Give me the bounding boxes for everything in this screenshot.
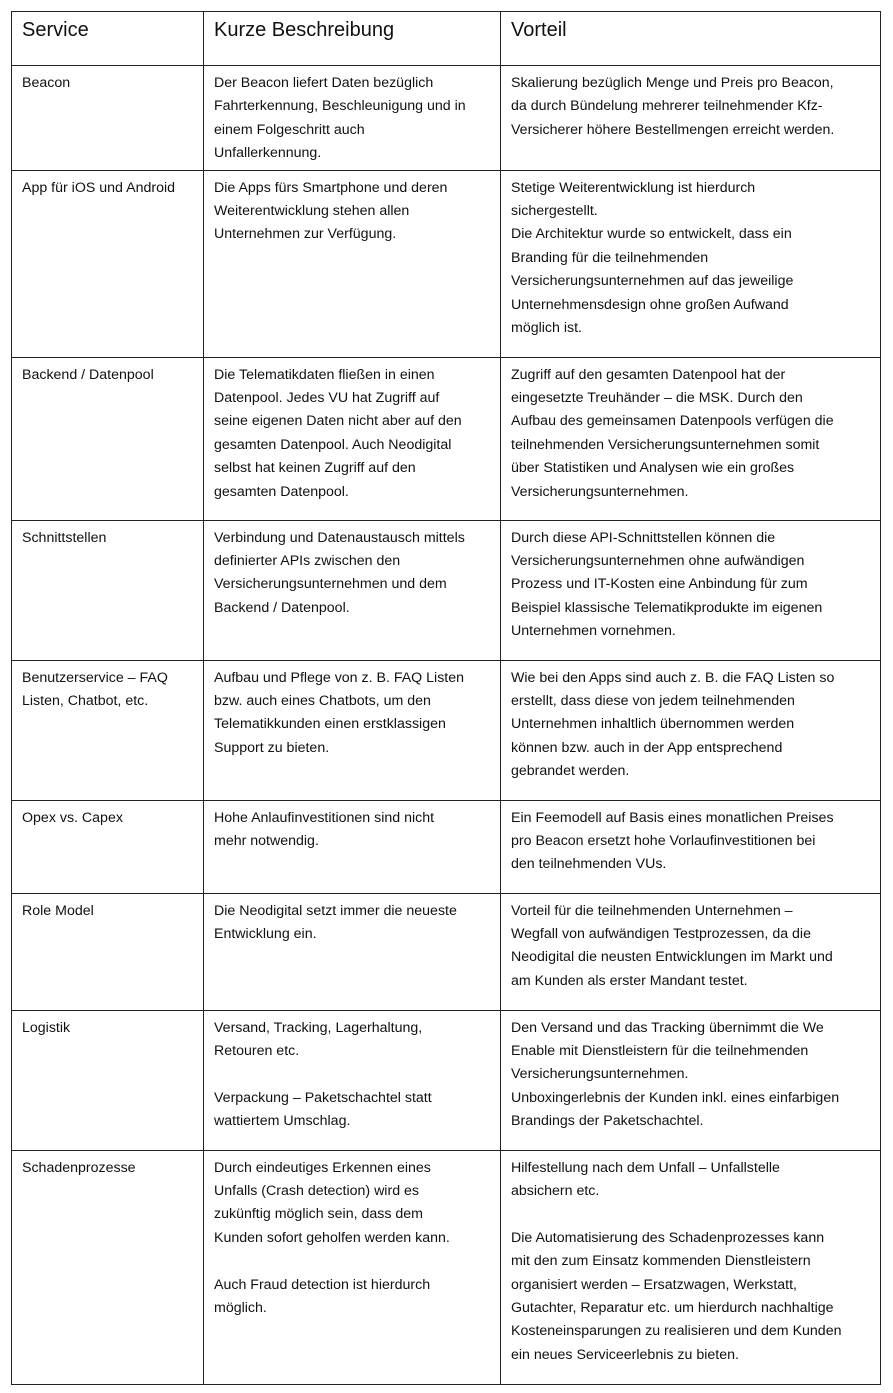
table-row [12,357,881,520]
cell-vorteil [501,520,881,660]
beschreibung-paragraph: Die Apps fürs Smartphone und deren Weiterentwicklung stehen allen Unternehmen zur Verfügung. [214,179,448,243]
service-table [11,11,881,1385]
beschreibung-paragraph: Aufbau und Pflege von z. B. FAQ Listen bzw. auch eines Chatbots, um den Telematikkunden einen erstklassigen Support zu bieten. [214,669,465,756]
table-row [12,170,881,357]
table-row [12,660,881,800]
header-service: Service [12,12,204,66]
vorteil-paragraph: Stetige Weiterentwicklung ist hierdurch sichergestellt. Die Architektur wurde so entwickelt, dass ein Branding für die teilnehmenden Versicherungsunternehmen auf das jeweilige Unternehmensdesign ohne großen Aufwand möglich ist. [511,179,794,337]
header-vorteil: Vorteil [501,12,881,66]
beschreibung-paragraph: Die Neodigital setzt immer die neueste Entwicklung ein. [214,902,457,943]
beschreibung-paragraph: Verpackung – Paketschachtel statt wattiertem Umschlag. [214,1089,432,1130]
table-row [12,66,881,171]
beschreibung-paragraph: Auch Fraud detection ist hierdurch möglich. [214,1276,431,1317]
cell-service [12,520,204,660]
cell-vorteil [501,660,881,800]
vorteil-paragraph: Skalierung bezüglich Menge und Preis pro Beacon, da durch Bündelung mehrerer teilnehmender Kfz- Versicherer höhere Bestellmengen erreicht werden. [511,75,835,138]
vorteil-paragraph: Vorteil für die teilnehmenden Unternehmen – Wegfall von aufwändigen Testprozessen, da die Neodigital die neusten Entwicklungen im Markt und am Kunden als erster Mandant testet. [511,902,833,989]
table-row [12,1010,881,1150]
vorteil-paragraph: Wie bei den Apps sind auch z. B. die FAQ Listen so erstellt, dass diese von jedem teilnehmenden Unternehmen inhaltlich übernommen werden können bzw. auch in der App entsprechend gebrandet werden. [511,669,835,780]
beschreibung-paragraph: Der Beacon liefert Daten bezüglich Fahrterkennung, Beschleunigung und in einem Folgeschritt auch Unfallerkennung. [214,75,466,162]
cell-beschreibung [204,1150,501,1384]
cell-service [12,660,204,800]
beschreibung-paragraph: Hohe Anlaufinvestitionen sind nicht mehr notwendig. [214,809,435,850]
cell-beschreibung [204,1010,501,1150]
table-row [12,893,881,1010]
service-name: Role Model [22,902,94,919]
cell-service [12,1010,204,1150]
service-name: Schadenprozesse [22,1159,136,1176]
cell-beschreibung [204,893,501,1010]
vorteil-paragraph: Ein Feemodell auf Basis eines monatlichen Preises pro Beacon ersetzt hohe Vorlaufinvestitionen bei den teilnehmenden VUs. [511,809,834,873]
beschreibung-paragraph: Versand, Tracking, Lagerhaltung, Retouren etc. [214,1019,423,1060]
cell-beschreibung [204,357,501,520]
vorteil-paragraph: Den Versand und das Tracking übernimmt die We Enable mit Dienstleistern für die teilnehmenden Versicherungsunternehmen. Unboxingerlebnis der Kunden inkl. eines einfarbigen Brandings der Paketschachtel. [511,1019,840,1130]
cell-vorteil [501,893,881,1010]
cell-service [12,170,204,357]
service-name: Benutzerservice – FAQ Listen, Chatbot, etc. [22,669,168,710]
vorteil-paragraph: Durch diese API-Schnittstellen können die Versicherungsunternehmen ohne aufwändigen Prozess und IT-Kosten eine Anbindung für zum Beispiel klassische Telematikprodukte im eigenen Unternehmen vornehmen. [511,529,823,640]
header-row [12,12,881,66]
cell-beschreibung [204,170,501,357]
cell-service [12,893,204,1010]
cell-vorteil [501,1010,881,1150]
vorteil-paragraph: Hilfestellung nach dem Unfall – Unfallstelle absichern etc. [511,1159,780,1200]
header-kurze-beschreibung: Kurze Beschreibung [204,12,501,66]
beschreibung-paragraph: Durch eindeutiges Erkennen eines Unfalls (Crash detection) wird es zukünftig möglich sein, dass dem Kunden sofort geholfen werden kann. [214,1159,450,1246]
service-name: Logistik [22,1019,71,1036]
cell-vorteil [501,66,881,171]
table-row [12,800,881,893]
cell-service [12,800,204,893]
vorteil-paragraph: Die Automatisierung des Schadenprozesses kann mit den zum Einsatz kommenden Dienstleistern organisiert werden – Ersatzwagen, Werkstatt, Gutachter, Reparatur etc. um hierdurch nachhaltige Kosteneinsparungen zu realisieren und dem Kunden ein neues Serviceerlebnis zu bieten. [511,1229,842,1363]
cell-beschreibung [204,66,501,171]
beschreibung-paragraph: Die Telematikdaten fließen in einen Datenpool. Jedes VU hat Zugriff auf seine eigenen Daten nicht aber auf den gesamten Datenpool. Auch Neodigital selbst hat keinen Zugriff auf den gesamten Datenpool. [214,366,462,500]
table-row [12,1150,881,1384]
cell-vorteil [501,357,881,520]
beschreibung-paragraph: Verbindung und Datenaustausch mittels definierter APIs zwischen den Versicherungsunternehmen und dem Backend / Datenpool. [214,529,465,616]
cell-service [12,1150,204,1384]
service-name: Opex vs. Capex [22,809,123,826]
service-name: Schnittstellen [22,529,107,546]
service-name: Beacon [22,75,71,91]
service-name: App für iOS und Android [22,179,176,196]
cell-vorteil [501,800,881,893]
cell-beschreibung [204,660,501,800]
cell-vorteil [501,170,881,357]
table-row [12,520,881,660]
cell-beschreibung [204,520,501,660]
cell-service [12,66,204,171]
cell-beschreibung [204,800,501,893]
vorteil-paragraph: Zugriff auf den gesamten Datenpool hat der eingesetzte Treuhänder – die MSK. Durch den Aufbau des gemeinsamen Datenpools verfügen die teilnehmenden Versicherungsunternehmen somit über Statistiken und Analysen wie ein großes Versicherungsunternehmen. [511,366,834,500]
cell-vorteil [501,1150,881,1384]
cell-service [12,357,204,520]
service-name: Backend / Datenpool [22,366,154,383]
